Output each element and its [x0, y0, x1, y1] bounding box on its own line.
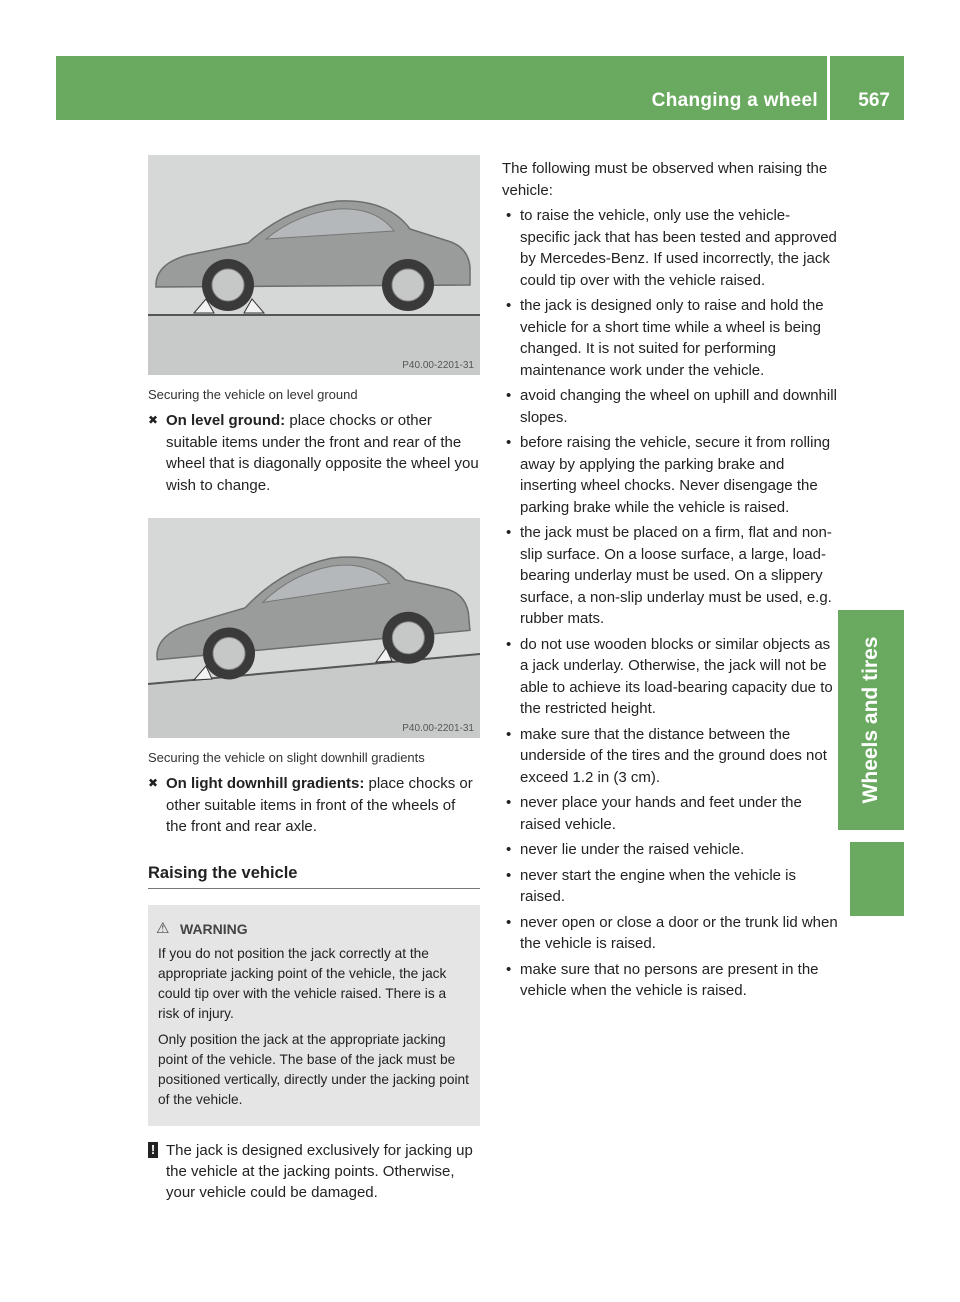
list-item: • before raising the vehicle, secure it from rolling away by applying the parking brake and inserting wheel chocks. Never disengage the parking brake while the vehicle is raised. [502, 432, 838, 518]
warning-box [148, 905, 480, 1126]
list-item: • avoid changing the wheel on uphill and downhill slopes. [502, 385, 838, 428]
side-tab-label: Wheels and tires [859, 636, 882, 804]
section-side-tab [838, 610, 904, 830]
warning-triangle-icon: ⚠ [156, 919, 170, 937]
warning-heading [156, 919, 470, 939]
chapter-title: Changing a wheel [651, 90, 818, 111]
precaution-list [502, 205, 838, 1002]
list-item: • do not use wooden blocks or similar objects as a jack underlay. Otherwise, the jack will not be able to achieve its load-bearing capacity due to the restricted height. [502, 634, 838, 720]
car-downhill-illustration [148, 518, 480, 738]
list-item: • make sure that the distance between the underside of the tires and the ground does not exceed 1.2 in (3 cm). [502, 724, 838, 789]
list-item: • make sure that no persons are present in the vehicle when the vehicle is raised. [502, 959, 838, 1002]
left-column [148, 155, 480, 1203]
step-text: place chocks or other suitable items under the front and rear of the wheel that is diagonally opposite the wheel you wish to change. [166, 412, 479, 494]
header-separator [827, 56, 830, 120]
warning-title: WARNING [180, 920, 248, 937]
section-title: Raising the vehicle [148, 864, 480, 889]
list-item: • the jack is designed only to raise and hold the vehicle for a short time while a wheel is being changed. It is not suited for performing maintenance work under the vehicle. [502, 295, 838, 381]
list-item: • never open or close a door or the trunk lid when the vehicle is raised. [502, 912, 838, 955]
right-column [502, 158, 838, 1006]
side-tab-marker [850, 842, 904, 916]
figure-code: P40.00-2201-31 [402, 360, 474, 371]
page-header [56, 56, 904, 120]
instruction-step [148, 410, 480, 496]
figure-level-ground [148, 155, 480, 375]
step-condition: On level ground: [166, 412, 286, 429]
note-text: The jack is designed exclusively for jacking up the vehicle at the jacking points. Otherwise, your vehicle could be damaged. [166, 1141, 473, 1201]
step-arrow-icon: ✖ [148, 776, 159, 790]
warning-paragraph: If you do not position the jack correctly at the appropriate jacking point of the vehicle, the jack could tip over with the vehicle raised. There is a risk of injury. [158, 945, 447, 1021]
step-arrow-icon: ✖ [148, 413, 159, 427]
figure-caption: Securing the vehicle on slight downhill gradients [148, 750, 425, 765]
list-item: • the jack must be placed on a firm, flat and non-slip surface. On a loose surface, a large, load-bearing underlay must be used. On a slippery surface, a non-slip underlay must be used, e.g. rubber mats. [502, 522, 838, 630]
intro-text: The following must be observed when raising the vehicle: [502, 160, 828, 199]
page-number: 567 [858, 90, 890, 111]
list-item: • to raise the vehicle, only use the vehicle-specific jack that has been tested and approved by Mercedes-Benz. If used incorrectly, the jack could tip over with the vehicle raised. [502, 205, 838, 291]
step-condition: On light downhill gradients: [166, 775, 365, 792]
instruction-step [148, 773, 480, 838]
step-text: place chocks or other suitable items in front of the wheels of the front and rear axle. [166, 775, 473, 835]
figure-downhill [148, 518, 480, 738]
list-item: • never lie under the raised vehicle. [502, 839, 838, 861]
figure-caption: Securing the vehicle on level ground [148, 387, 358, 402]
list-item: • never start the engine when the vehicle is raised. [502, 865, 838, 908]
warning-paragraph: Only position the jack at the appropriate jacking point of the vehicle. The base of the jack must be positioned vertically, directly under the jacking point of the vehicle. [158, 1031, 469, 1107]
damage-note [148, 1140, 480, 1203]
exclamation-icon: ! [148, 1142, 158, 1158]
list-item: • never place your hands and feet under the raised vehicle. [502, 792, 838, 835]
figure-code: P40.00-2201-31 [402, 723, 474, 734]
car-level-illustration [148, 155, 480, 375]
